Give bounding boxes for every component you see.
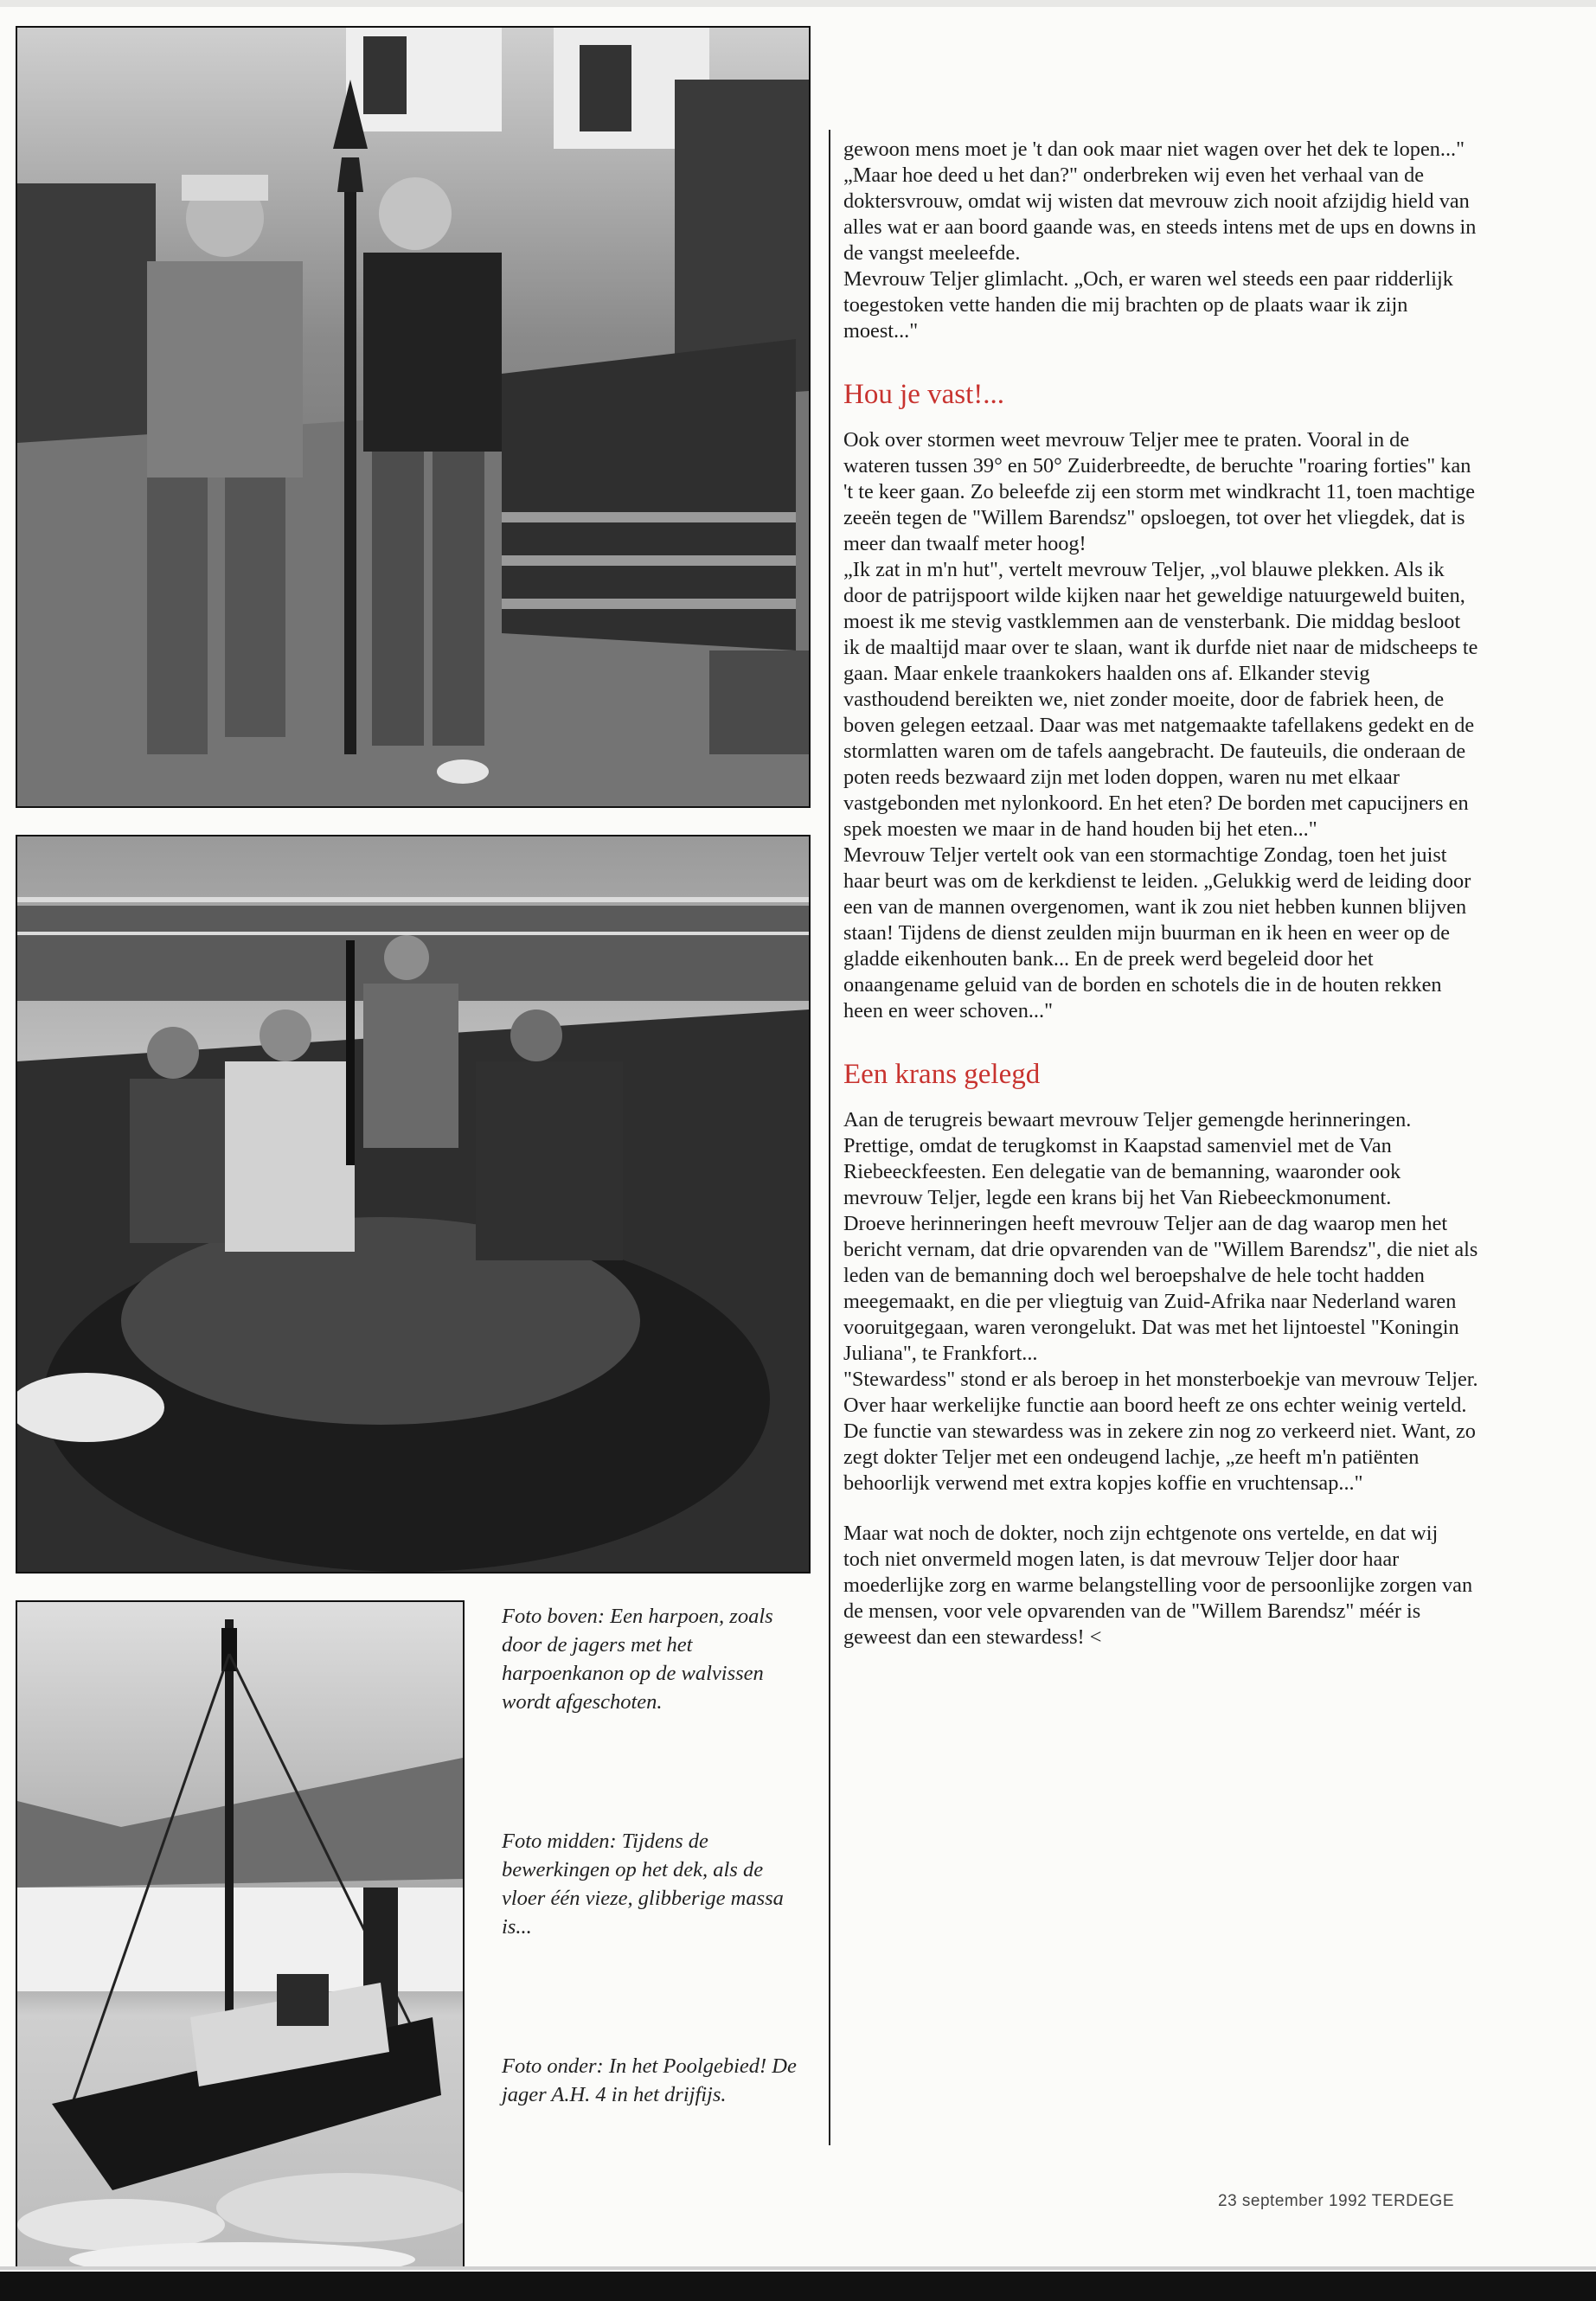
caption-top: Foto boven: Een harpoen, zoals door de jagers met het harpoenkanon op de walvissen wordt afgeschoten. xyxy=(502,1605,773,1714)
body-paragraph: "Stewardess" stond er als beroep in het monsterboekje van mevrouw Teljer. Over haar werkelijke functie aan boord heeft ze ons echter weinig verteld. De functie van stewardess was in zekere zin nog zo verkeerd niet. Want, zo zegt dokter Teljer met een ondeugend lachje, „ze heeft m'n patiënten behoorlijk verwend met extra kopjes koffie en vruchtensap..." xyxy=(843,1368,1478,1495)
photo-deck xyxy=(16,835,811,1574)
article-column xyxy=(843,137,1479,1650)
page-footer: 23 september 1992 TERDEGE xyxy=(1218,2192,1455,2210)
body-paragraph: Droeve herinneringen heeft mevrouw Teljer aan de dag waarop men het bericht vernam, dat drie opvarenden van de "Willem Barendsz", die niet als leden van de bemanning doch wel beroepshalve de hele tocht hadden meegemaakt, en die per vliegtuig van Zuid-Afrika naar Nederland waren vooruitgegaan, waren verongelukt. Dat was met het lijntoestel "Koningin Juliana", te Frankfort... xyxy=(843,1212,1478,1365)
page-edge xyxy=(0,0,1596,7)
caption-middle: Foto midden: Tijdens de bewerkingen op het dek, als de vloer één vieze, glibberige massa is... xyxy=(502,1830,784,1939)
photo-ship xyxy=(16,1600,465,2270)
body-paragraph: Maar wat noch de dokter, noch zijn echtgenote ons vertelde, en dat wij toch niet onvermeld mogen laten, is dat mevrouw Teljer door haar moederlijke zorg en warme belangstelling voor de persoonlijke zorgen van de mensen, voor vele opvarenden van de "Willem Barendsz" méér is geweest dan een stewardess! < xyxy=(843,1522,1473,1649)
page-bottom-band xyxy=(0,2272,1596,2301)
body-paragraph: Mevrouw Teljer vertelt ook van een stormachtige Zondag, toen het juist haar beurt was om de kerkdienst te leiden. „Gelukkig werd de leiding door een van de mannen overgenomen, want ik zou niet hebben kunnen blijven staan! Tijdens de dienst zeulden mijn buurman en ik heen en weer op de gladde eikenhouten bank... En de preek werd begeleid door het onaangename geluid van de borden en schotels die in de houten rekken heen en weer schoven..." xyxy=(843,843,1471,1022)
intro-paragraph: gewoon mens moet je 't dan ook maar niet wagen over het dek te lopen..." xyxy=(843,138,1465,161)
photo-harpoon xyxy=(16,26,811,808)
body-paragraph: Ook over stormen weet mevrouw Teljer mee te praten. Vooral in de wateren tussen 39° en 50° Zuiderbreedte, de beruchte "roaring forties" kan 't te keer gaan. Zo beleefde zij een storm met windkracht 11, toen machtige zeeën tegen de "Willem Barendsz" opsloegen, tot over het vliegdek, dat is meer dan twaalf meter hoog! xyxy=(843,428,1476,555)
body-paragraph: Aan de terugreis bewaart mevrouw Teljer gemengde herinneringen. Prettige, omdat de terugkomst in Kaapstad samenviel met de Van Riebeeckfeesten. Een delegatie van de bemanning, waaronder ook mevrouw Teljer, legde een krans bij het Van Riebeeckmonument. xyxy=(843,1108,1412,1209)
section-heading: Een krans gelegd xyxy=(843,1059,1041,1090)
caption-bottom: Foto onder: In het Poolgebied! De jager A.H. 4 in het drijfijs. xyxy=(502,2054,797,2106)
column-rule xyxy=(829,130,830,2145)
intro-paragraph: „Maar hoe deed u het dan?" onderbreken wij even het verhaal van de doktersvrouw, omdat wij wisten dat mevrouw zich nooit afzijdig hield van alles wat er aan boord gaande was, en steeds intens met de ups en downs in de vangst meeleefde. xyxy=(843,163,1477,265)
body-paragraph: „Ik zat in m'n hut", vertelt mevrouw Teljer, „vol blauwe plekken. Als ik door de patrijspoort wilde kijken naar het geweldige natuurgeweld buiten, moest ik me stevig vastklemmen aan de vensterbank. Die middag besloot ik de maaltijd maar over te slaan, want ik durfde niet naar de midscheeps te gaan. Maar enkele traankokers haalden ons af. Elkander stevig vasthoudend bereikten we, niet zonder moeite, door de fabriek heen, de boven gelegen eetzaal. Daar was met natgemaakte tafellakens gedekt en de stormlatten waren om de tafels aangebracht. De fauteuils, die onderaan de poten reeds bezwaard zijn met loden doppen, waren nu met elkaar vastgebonden met nylonkoord. En het eten? De borden met capucijners en spek moesten we maar in de hand houden bij het eten..." xyxy=(843,558,1478,841)
page-bottom-edge xyxy=(0,2266,1596,2270)
intro-paragraph: Mevrouw Teljer glimlacht. „Och, er waren wel steeds een paar ridderlijk toegestoken vette handen die mij brachten op de plaats waar ik zijn moest..." xyxy=(843,267,1453,343)
section-heading: Hou je vast!... xyxy=(843,379,1005,410)
